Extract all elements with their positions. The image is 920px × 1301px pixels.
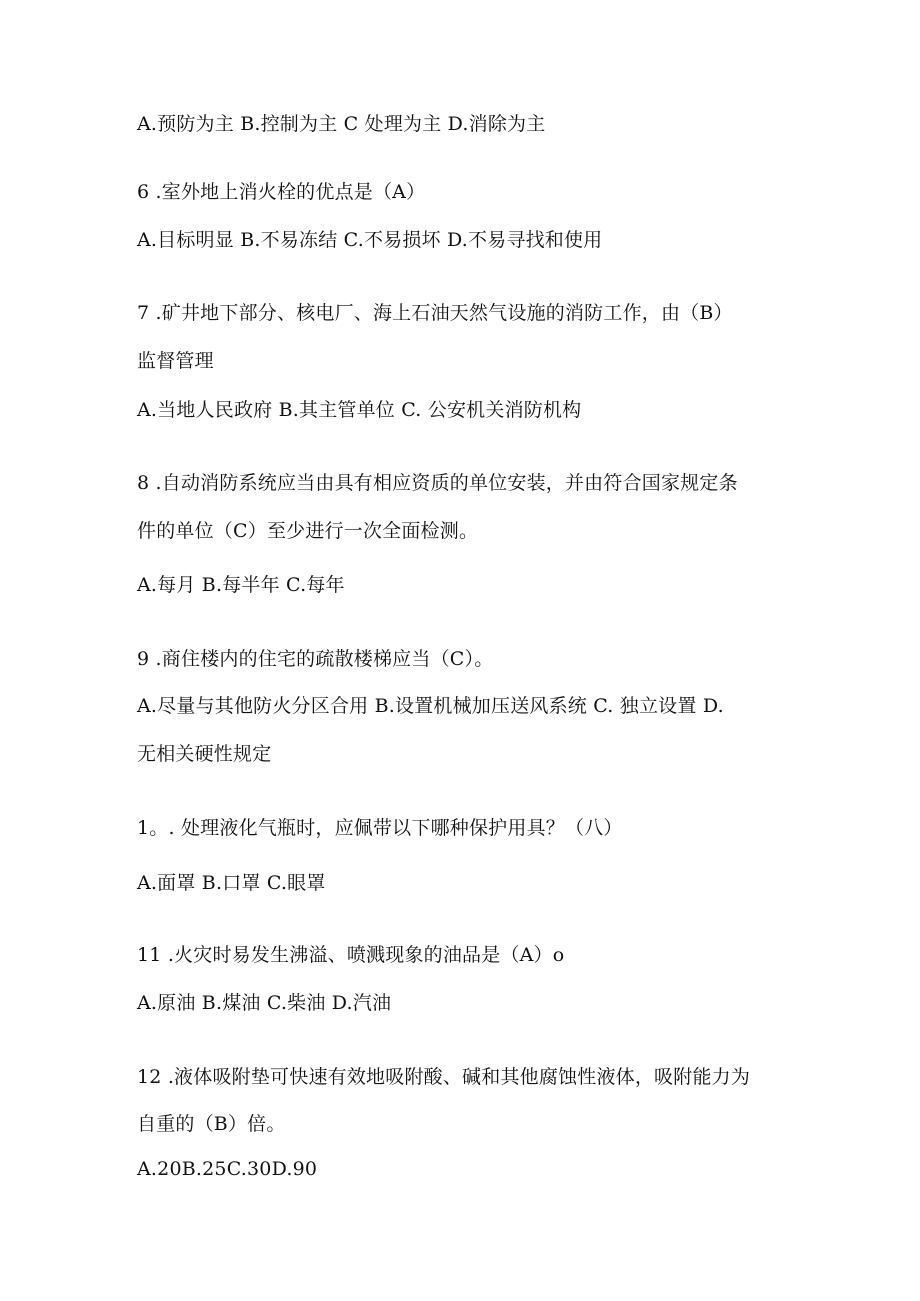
q10-options: A.面罩 B.口罩 C.眼罩 — [137, 872, 326, 894]
q9-options-line1: A.尽量与其他防火分区合用 B.设置机械加压送风系统 C. 独立设置 D. — [137, 695, 724, 717]
q7-question-line2: 监督管理 — [137, 350, 214, 372]
q10-question: 1。. 处理液化气瓶时，应佩带以下哪种保护用具？（八） — [137, 817, 623, 839]
q9-options-line2: 无相关硬性规定 — [137, 743, 272, 765]
q11-options: A.原油 B.煤油 C.柴油 D.汽油 — [137, 992, 392, 1014]
q11-question: 11 .火灾时易发生沸溢、喷溅现象的油品是（A）o — [137, 944, 565, 966]
q12-options: A.20B.25C.30D.90 — [137, 1158, 318, 1180]
q12-question-line2: 自重的（B）倍。 — [137, 1113, 286, 1135]
q12-question-line1: 12 .液体吸附垫可快速有效地吸附酸、碱和其他腐蚀性液体，吸附能力为 — [137, 1066, 751, 1088]
q5-options: A.预防为主 B.控制为主 C 处理为主 D.消除为主 — [137, 113, 546, 135]
q8-question-line1: 8 .自动消防系统应当由具有相应资质的单位安装，并由符合国家规定条 — [137, 472, 738, 494]
q6-question: 6 .室外地上消火栓的优点是（A） — [137, 181, 426, 203]
q8-options: A.每月 B.每半年 C.每年 — [137, 574, 345, 596]
q7-options: A.当地人民政府 B.其主管单位 C. 公安机关消防机构 — [137, 399, 582, 421]
q9-question: 9 .商住楼内的住宅的疏散楼梯应当（C）。 — [137, 648, 494, 670]
q8-question-line2: 件的单位（C）至少进行一次全面检测。 — [137, 520, 479, 542]
q6-options: A.目标明显 B.不易冻结 C.不易损坏 D.不易寻找和使用 — [137, 229, 603, 251]
q7-question-line1: 7 .矿井地下部分、核电厂、海上石油天然气设施的消防工作，由（B） — [137, 302, 733, 324]
